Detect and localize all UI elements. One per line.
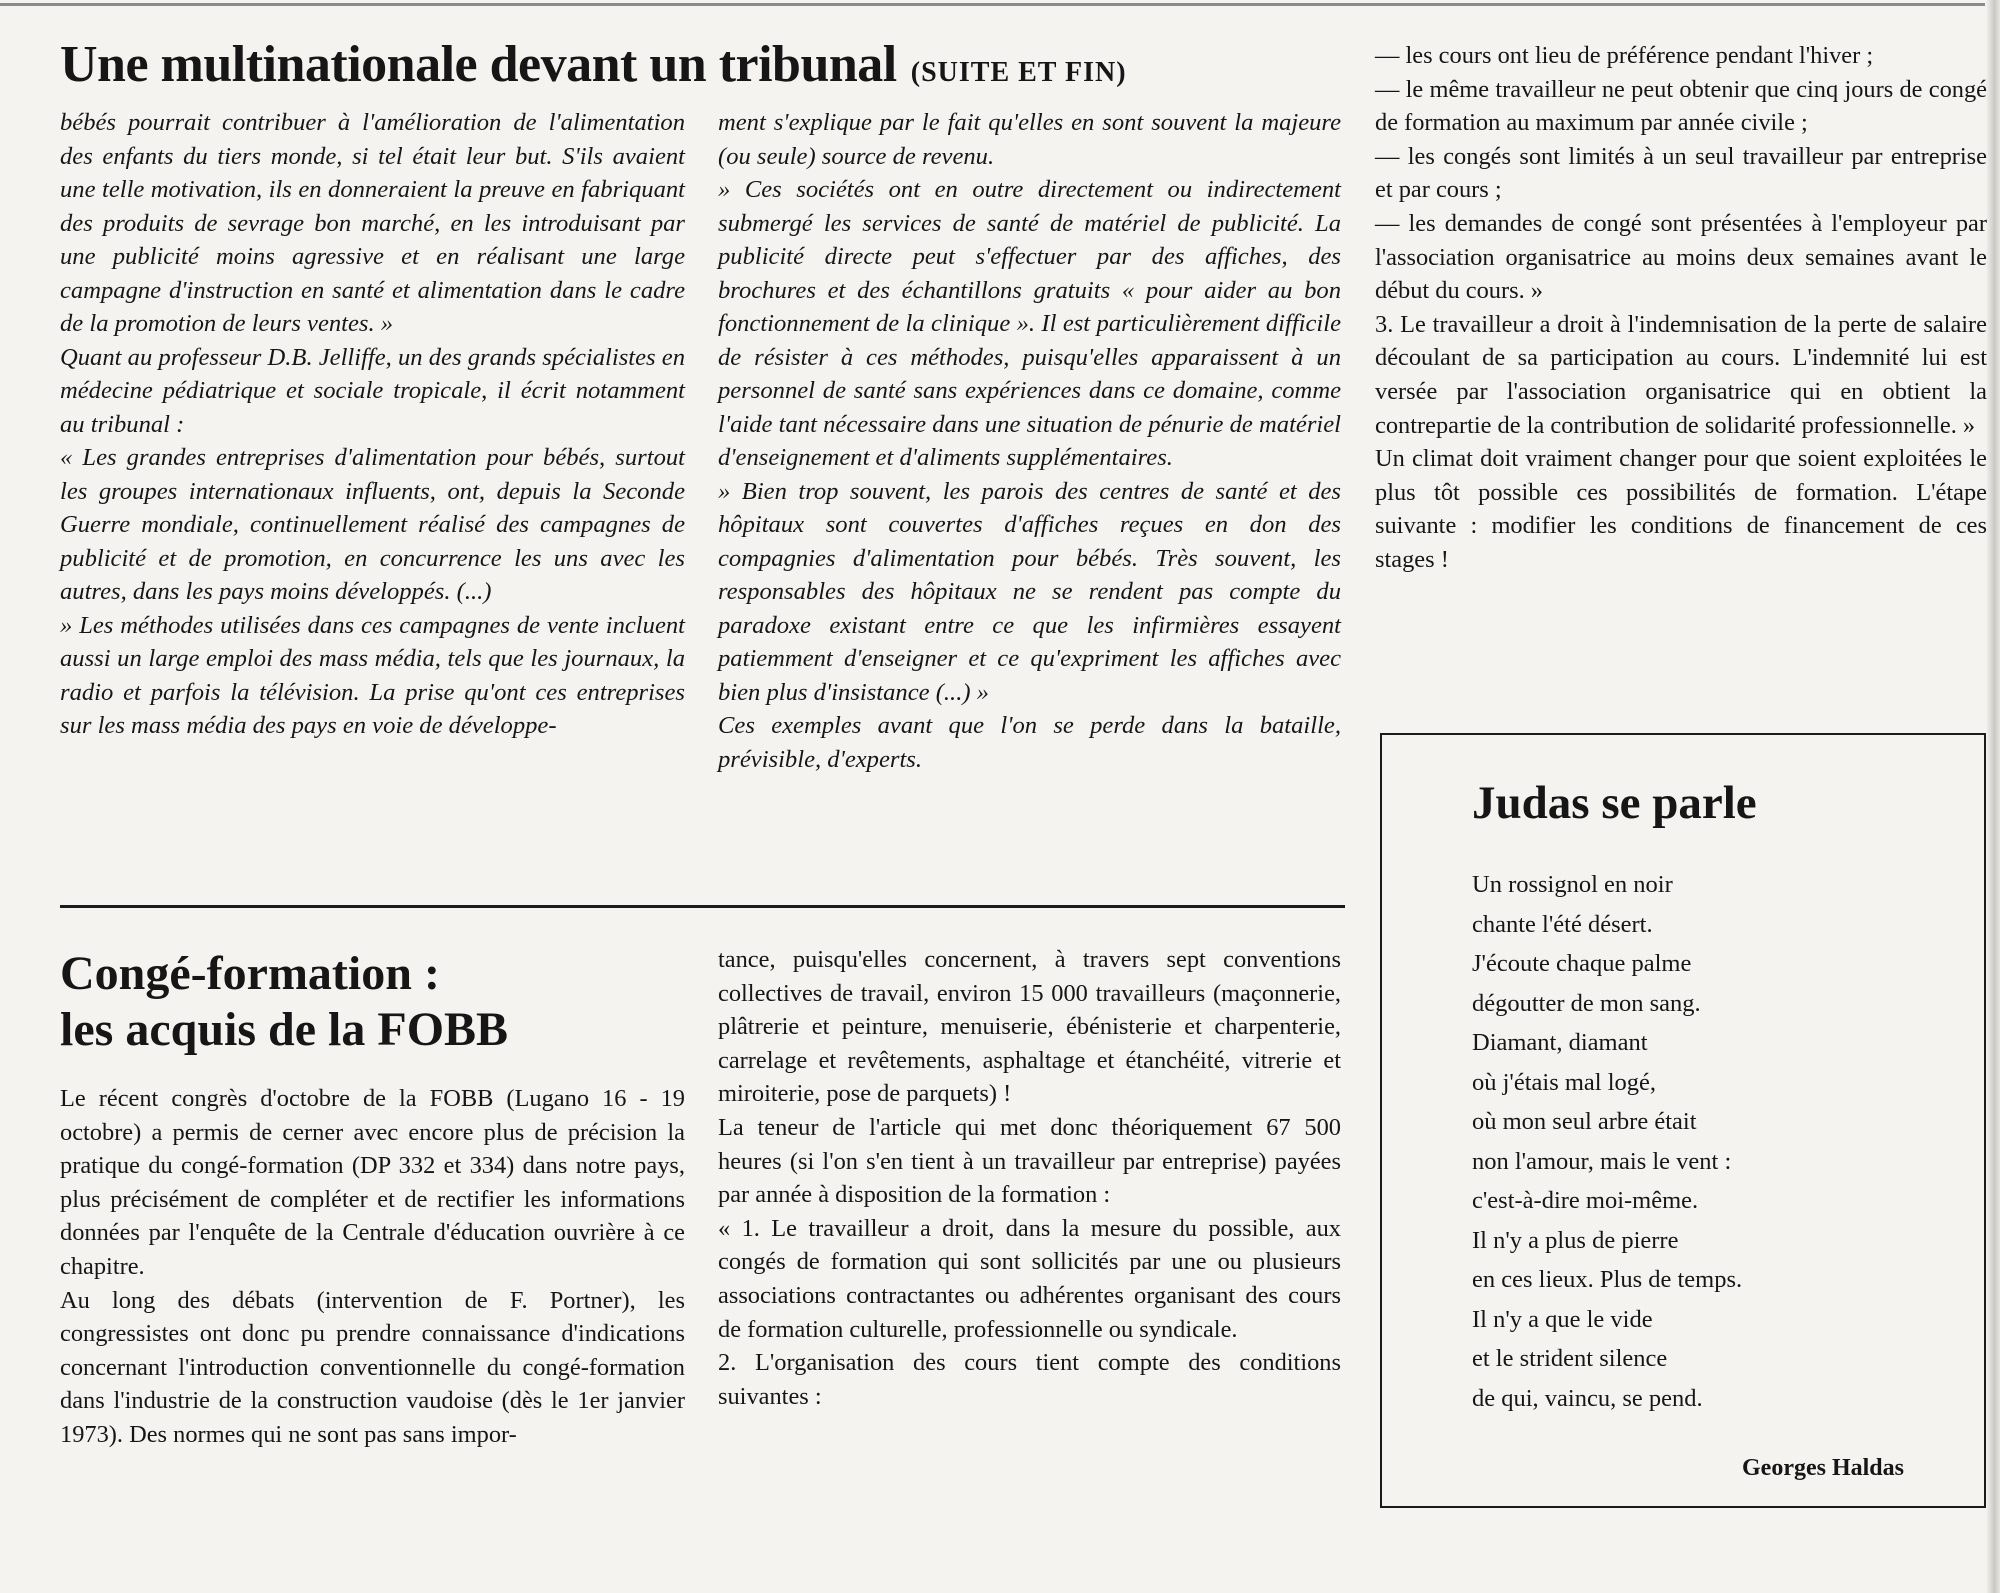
article2-col2-paragraph: La teneur de l'article qui met donc théoriquement 67 500 heures (si l'on s'en tient à un travailleur par entreprise) payées par année à disposition de la formation : [718,1113,1341,1209]
article2-col3-paragraph: — les congés sont limités à un seul travailleur par entreprise et par cours ; [1375,142,1987,204]
page-top-rule [0,3,1985,6]
article2-title [60,946,700,1058]
poem-line: c'est-à-dire moi-même. [1472,1187,1699,1214]
poem-line: dégoutter de mon sang. [1472,989,1701,1017]
poem-line: chante l'été désert. [1472,910,1653,938]
article2-col2-paragraph: tance, puisqu'elles concernent, à travers sept conventions collectives de travail, environ 15 000 travailleurs (maçonnerie, plâtrerie et peinture, menuiserie, ébénisterie et charpenterie, carrelage et revêtements, asphaltage et étanchéité, vitrerie et miroiterie, pose de parquets) ! [718,946,1341,1108]
article2-col1-paragraph: Au long des débats (intervention de F. Portner), les congressistes ont donc pu prendre connaissance d'indications concernant l'introduction conventionnelle du congé-formation dans l'industrie de la construction vaudoise (dès le 1er janvier 1973). Des normes qui ne sont pas sans impor- [60,1286,685,1448]
article1-title [60,30,1360,108]
poem-line: Il n'y a plus de pierre [1472,1226,1679,1254]
article1-column-1 [60,106,685,743]
article1-col2-paragraph: Ces exemples avant que l'on se perde dans la bataille, prévisible, d'experts. [718,712,1341,773]
article2-col2-paragraph: « 1. Le travailleur a droit, dans la mesure du possible, aux congés de formation qui sont sollicités par une ou plusieurs associations contractantes ou adhérentes organisant des cours de formation culturelle, professionnelle ou syndicale. [718,1214,1341,1343]
article1-col2-paragraph: » Bien trop souvent, les parois des centres de santé et des hôpitaux sont couvertes d'affiches reçues en don des compagnies d'alimentation pour bébés. Très souvent, les responsables des hôpitaux ne se rendent pas compte du paradoxe existant entre ce que les infirmières essayent patiemment d'enseigner et ce qu'expriment les affiches avec bien plus d'insistance (...) » [718,477,1341,706]
article1-col1-paragraph: « Les grandes entreprises d'alimentation pour bébés, surtout les groupes internationaux influents, ont, depuis la Seconde Guerre mondiale, continuellement réalisé des campagnes de publicité et de promotion, en concurrence les uns avec les autres, dans les pays moins développés. (...) [60,444,685,605]
article2-col3-paragraph: Un climat doit vraiment changer pour que soient exploitées le plus tôt possible ces possibilités de formation. L'étape suivante : modifier les conditions de financement de ces stages ! [1375,445,1987,573]
article2-col3-paragraph: — les cours ont lieu de préférence pendant l'hiver ; [1375,42,1874,69]
poem-line: Un rossignol en noir [1472,871,1673,898]
poem-author: Georges Haldas [1742,1455,1904,1481]
poem-line: en ces lieux. Plus de temps. [1472,1266,1743,1293]
article1-title-text: Une multinationale devant un tribunal [60,36,897,93]
poem-line: et le strident silence [1472,1345,1668,1372]
article1-column-2 [718,106,1341,776]
article2-col3-paragraph: 3. Le travailleur a droit à l'indemnisation de la perte de salaire découlant de sa participation au cours. L'indemnité lui est versée par l'association organisatrice qui en obtient la contrepartie de la contribution de solidarité professionnelle. » [1375,310,1987,439]
poem-line: où j'étais mal logé, [1472,1068,1657,1096]
article1-col1-paragraph: bébés pourrait contribuer à l'amélioration de l'alimentation des enfants du tiers monde, si tel était leur but. S'ils avaient une telle motivation, ils en donneraient la preuve en fabriquant des produits de sevrage bon marché, en les introduisant par une publicité moins agressive et en réalisant une large campagne d'instruction en santé et alimentation dans le cadre de la promotion de leurs ventes. » [60,109,685,337]
article2-col3-paragraph: — les demandes de congé sont présentées à l'employeur par l'association organisatrice au moins deux semaines avant le début du cours. » [1375,209,1987,305]
poem-line: Il n'y a que le vide [1472,1305,1653,1333]
article1-col2-paragraph: ment s'explique par le fait qu'elles en sont souvent la majeure (ou seule) source de revenu. [718,109,1341,170]
poem-line: J'écoute chaque palme [1472,950,1692,977]
article2-column-1 [60,1082,685,1452]
section-divider [60,905,1345,908]
poem-lines [1472,865,1962,1418]
article2-column-2 [718,943,1341,1413]
article1-col2-paragraph: » Ces sociétés ont en outre directement ou indirectement submergé les services de santé de matériel de publicité. La publicité directe peut s'effectuer par des affiches, des brochures et des échantillons gratuits « pour aider au bon fonctionnement de la clinique ». Il est particulièrement difficile de résister à ces méthodes, puisqu'elles apparaissent à un personnel de santé sans expériences dans ce domaine, comme l'aide tant nécessaire dans une situation de pénurie de matériel d'enseignement et d'aliments supplémentaires. [718,176,1341,471]
article1-col1-paragraph: » Les méthodes utilisées dans ces campagnes de vente incluent aussi un large emploi des mass média, tels que les journaux, la radio et parfois la télévision. La prise qu'ont ces entreprises sur les mass média des pays en voie de développe- [60,611,685,739]
article2-col1-paragraph: Le récent congrès d'octobre de la FOBB (Lugano 16 - 19 octobre) a permis de cerner avec encore plus de précision la pratique du congé-formation (DP 332 et 334) dans notre pays, plus précisément de compléter et de rectifier les informations données par l'enquête de la Centrale d'éducation ouvrière à ce chapitre. [60,1085,685,1280]
article1-title-suffix: (SUITE ET FIN) [910,57,1127,88]
poem-title: Judas se parle [1472,777,1757,829]
poem-line: où mon seul arbre était [1472,1108,1697,1135]
poem-line: Diamant, diamant [1472,1029,1648,1056]
page-right-edge-shadow [1986,0,2000,1593]
article2-col3-paragraph: — le même travailleur ne peut obtenir que cinq jours de congé de formation au maximum par année civile ; [1375,75,1987,137]
poem-box [1380,733,1986,1508]
article1-col1-paragraph: Quant au professeur D.B. Jelliffe, un des grands spécialistes en médecine pédiatrique et sociale tropicale, il écrit notamment au tribunal : [60,343,685,438]
article2-title-line1: Congé-formation : [60,947,440,1000]
article2-title-line2: les acquis de la FOBB [60,1003,509,1056]
poem-line: non l'amour, mais le vent : [1472,1147,1732,1175]
poem-line: de qui, vaincu, se pend. [1472,1384,1703,1412]
article2-col2-paragraph: 2. L'organisation des cours tient compte des conditions suivantes : [718,1349,1341,1410]
article2-column-3 [1375,39,1987,577]
